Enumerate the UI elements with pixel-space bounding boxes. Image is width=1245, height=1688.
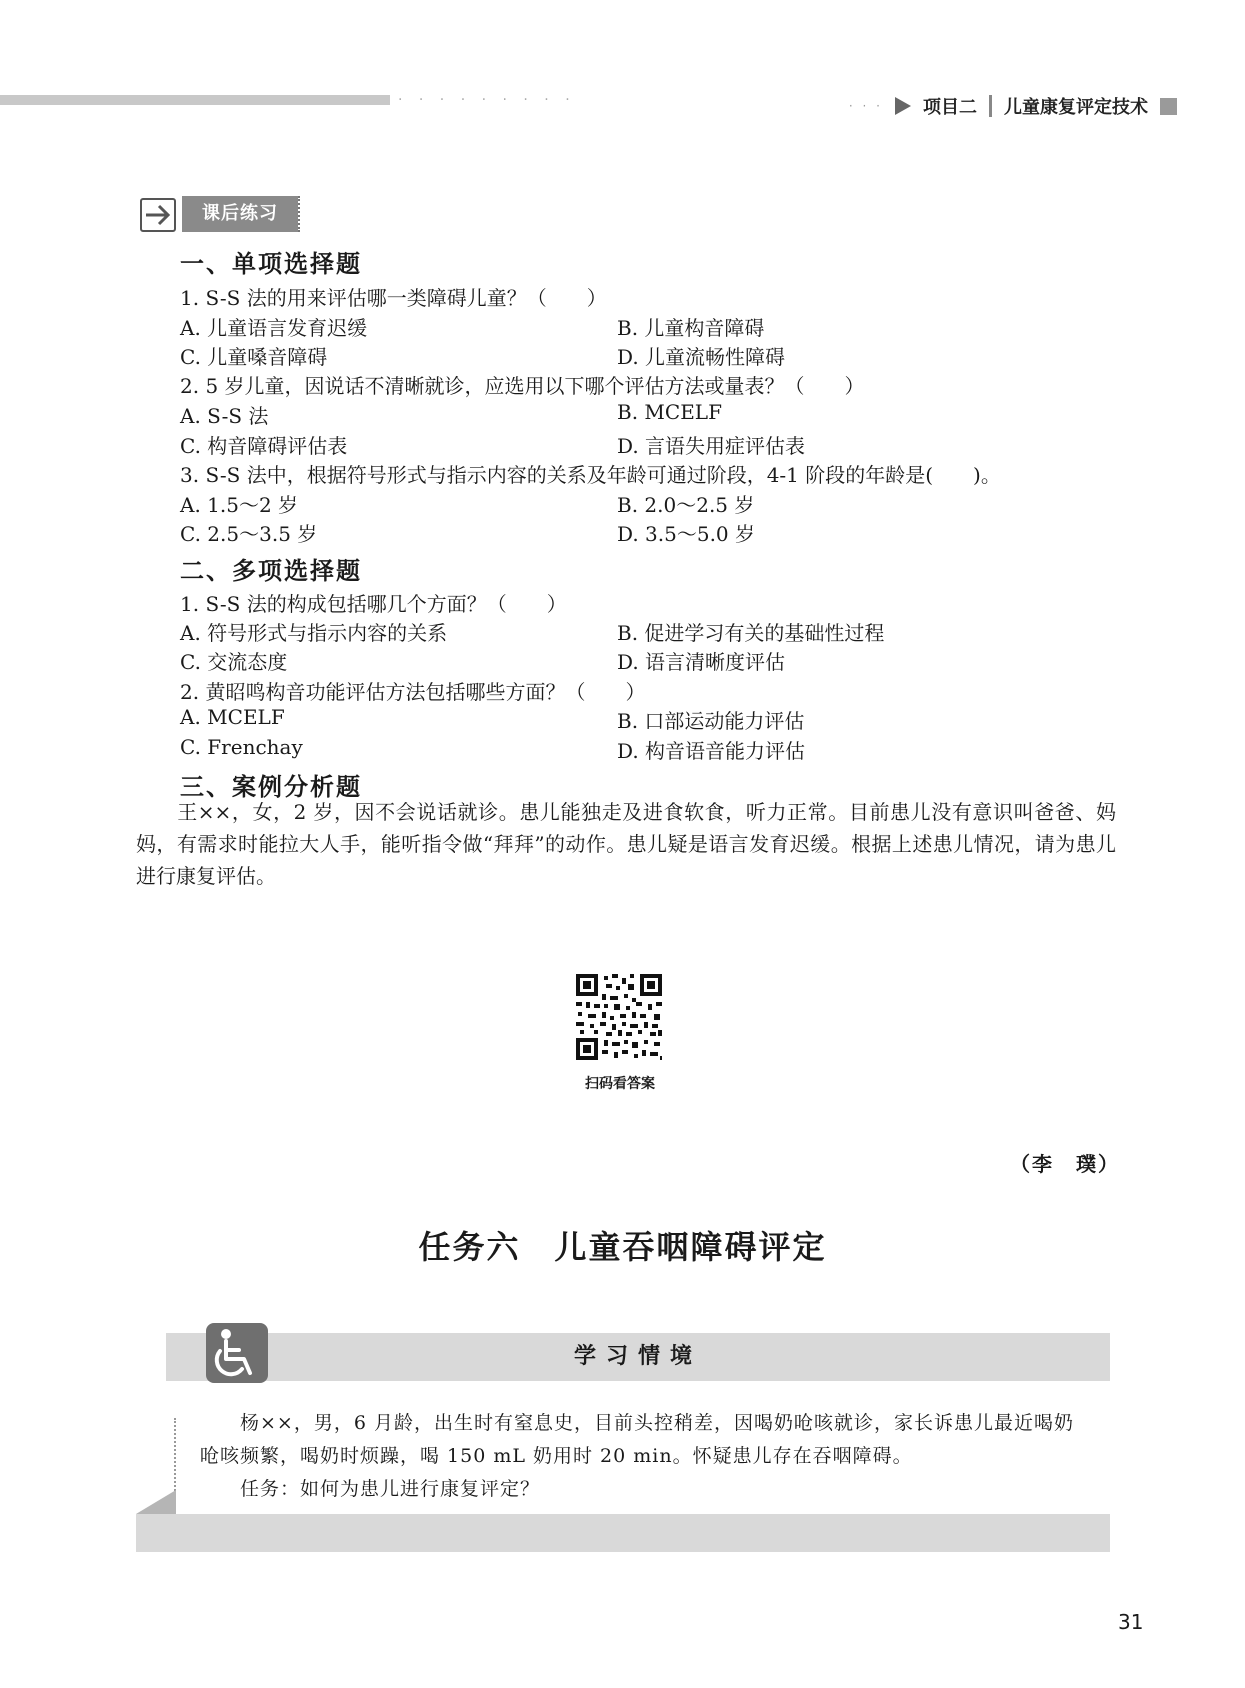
s1-q1-option-a: A. 儿童语言发育迟缓 bbox=[180, 316, 368, 340]
s1-q2-option-c: C. 构音障碍评估表 bbox=[180, 434, 348, 458]
s2-q2-option-b: B. 口部运动能力评估 bbox=[617, 709, 805, 733]
s1-q2-option-b: B. MCELF bbox=[617, 400, 722, 424]
exercise-label: 课后练习 bbox=[182, 196, 298, 232]
header-project: 项目二 bbox=[923, 97, 977, 118]
s2-q1-option-c: C. 交流态度 bbox=[180, 650, 288, 674]
qr-code[interactable] bbox=[574, 972, 664, 1062]
square-icon bbox=[1160, 98, 1177, 115]
header-bar bbox=[0, 95, 390, 105]
s2-q1-option-a: A. 符号形式与指示内容的关系 bbox=[180, 621, 448, 645]
s1-q3-option-c: C. 2.5～3.5 岁 bbox=[180, 522, 318, 546]
s1-q1-option-d: D. 儿童流畅性障碍 bbox=[617, 345, 786, 369]
exercise-arrow-icon bbox=[140, 198, 176, 232]
header-small-dots: · · · bbox=[848, 99, 883, 113]
s2-q2-option-d: D. 构音语音能力评估 bbox=[617, 739, 806, 763]
running-header bbox=[849, 93, 1177, 119]
learning-title: 学习情境 bbox=[573, 1344, 702, 1369]
learning-task: 任务：如何为患儿进行康复评定？ bbox=[200, 1478, 541, 1500]
s1-q3-option-a: A. 1.5～2 岁 bbox=[180, 493, 299, 517]
arrow-right-icon bbox=[895, 97, 911, 115]
s2-q2-option-c: C. Frenchay bbox=[180, 735, 303, 759]
exercise-label-tail bbox=[298, 196, 303, 232]
s1-q3-option-b: B. 2.0～2.5 岁 bbox=[617, 493, 755, 517]
s1-q2-option-d: D. 言语失用症评估表 bbox=[617, 434, 806, 458]
s1-q1-option-b: B. 儿童构音障碍 bbox=[617, 316, 765, 340]
qr-caption: 扫码看答案 bbox=[585, 1076, 655, 1092]
s1-q1-option-c: C. 儿童嗓音障碍 bbox=[180, 345, 328, 369]
s1-q2-option-a: A. S-S 法 bbox=[180, 404, 269, 428]
s1-q1-stem: 1. S-S 法的用来评估哪一类障碍儿童？（ ） bbox=[180, 286, 607, 310]
s2-q1-option-d: D. 语言清晰度评估 bbox=[617, 650, 786, 674]
learning-corner bbox=[136, 1490, 176, 1514]
s1-q3-stem: 3. S-S 法中，根据符号形式与指示内容的关系及年龄可通过阶段，4-1 阶段的年龄是( )。 bbox=[180, 463, 1001, 487]
s2-q2-stem: 2. 黄昭鸣构音功能评估方法包括哪些方面？（ ） bbox=[180, 680, 646, 704]
s1-q3-option-d: D. 3.5～5.0 岁 bbox=[617, 522, 756, 546]
page-number: 31 bbox=[1118, 1610, 1144, 1634]
section1-title: 一、单项选择题 bbox=[180, 250, 362, 278]
header-separator bbox=[989, 95, 992, 117]
s1-q2-stem: 2. 5 岁儿童，因说话不清晰就诊，应选用以下哪个评估方法或量表？（ ） bbox=[180, 374, 865, 398]
learning-footer-band bbox=[136, 1514, 1110, 1552]
header-dots: · · · · · · · · · bbox=[398, 92, 576, 108]
section2-title: 二、多项选择题 bbox=[180, 557, 362, 585]
author: （李 璞） bbox=[1010, 1152, 1120, 1176]
task-title: 任务六 儿童吞咽障碍评定 bbox=[418, 1228, 827, 1266]
case-paragraph: 王××，女，2 岁，因不会说话就诊。患儿能独走及进食软食，听力正常。目前患儿没有意识叫爸爸、妈妈，有需求时能拉大人手，能听指令做“拜拜”的动作。患儿疑是语言发育迟缓。根据上述患儿情况，请为患儿进行康复评估。 bbox=[136, 800, 1116, 888]
learning-paragraph: 杨××，男，6 月龄，出生时有窒息史，目前头控稍差，因喝奶呛咳就诊，家长诉患儿最近喝奶呛咳频繁，喝奶时烦躁，喝 150 mL 奶用时 20 min。怀疑患儿存在吞咽障碍。 bbox=[200, 1412, 1074, 1467]
s2-q1-option-b: B. 促进学习有关的基础性过程 bbox=[617, 621, 885, 645]
section3-title: 三、案例分析题 bbox=[180, 773, 362, 801]
header-chapter: 儿童康复评定技术 bbox=[1004, 97, 1148, 118]
s2-q1-stem: 1. S-S 法的构成包括哪几个方面？（ ） bbox=[180, 592, 567, 616]
s2-q2-option-a: A. MCELF bbox=[180, 705, 285, 729]
